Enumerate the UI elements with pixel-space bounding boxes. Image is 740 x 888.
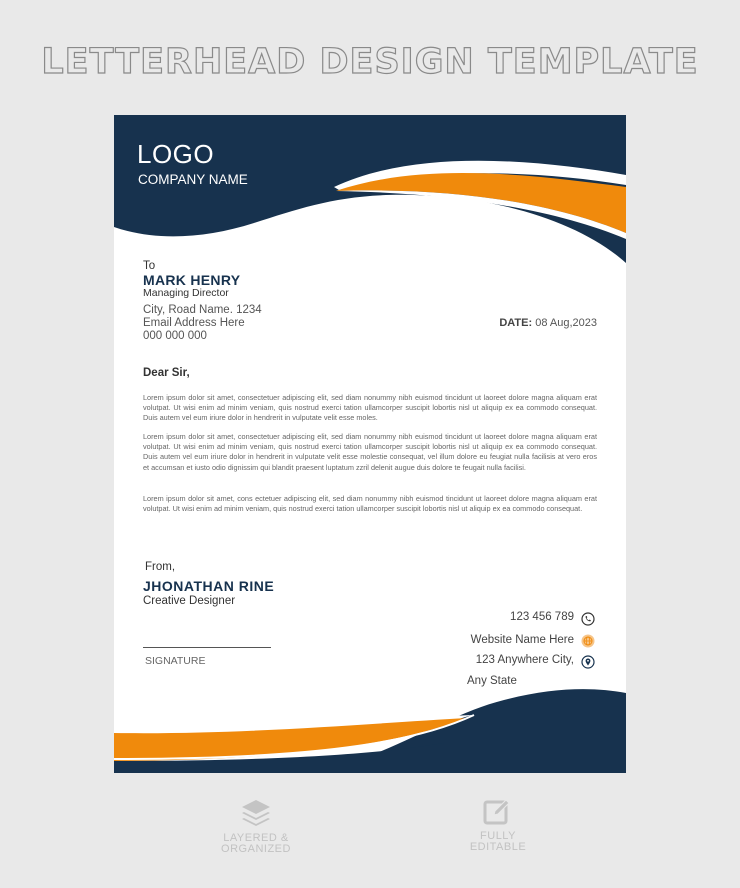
contact-website: Website Name Here	[470, 634, 574, 646]
sender-title: Creative Designer	[143, 595, 236, 607]
recipient-email: Email Address Here	[143, 317, 245, 329]
date-label: DATE:	[499, 317, 533, 329]
recipient-name: MARK HENRY	[143, 272, 241, 288]
signature-label: SIGNATURE	[145, 655, 206, 667]
recipient-phone: 000 000 000	[143, 330, 207, 342]
body-paragraph: Lorem ipsum dolor sit amet, consectetuer adipiscing elit, sed diam nonummy nibh euismod tincidunt ut laoreet dolore magna aliquam erat volutpat. Ut wisi enim ad minim veniam, quis nostrud exerci tation ullamcorper suscipit lobortis nisl ut aliquip ex ea commodo consequat. Duis autem vel eum iriure dolor in hendrerit in vulputate velit esse moles.	[143, 393, 597, 423]
feature-layered-line2: ORGANIZED	[221, 843, 291, 855]
location-pin-icon	[581, 655, 595, 669]
logo: LOGO	[137, 139, 215, 169]
phone-icon	[581, 612, 595, 626]
greeting: Dear Sir,	[143, 367, 190, 379]
contact-phone: 123 456 789	[510, 611, 574, 623]
body-paragraph: Lorem ipsum dolor sit amet, consectetuer adipiscing elit, sed diam nonummy nibh euismod tincidunt ut laoreet dolore magna aliquam erat volutpat. Ut wisi enim ad minim veniam, quis nostrud exerci tation ullamcorper suscipit lobortis nisl ut aliquip ex ea commodo consequat. Duis autem vel eum iriure dolor in hendrerit in vulputate velit esse molestie consequat, vel illum dolore eu feugiat nulla facilisis at vero eros et accumsan et iusto odio dignissim qui blandit praesent luptatum zzril delenit augue duis dolore te feugait nulla facilisi.	[143, 432, 597, 472]
signature-line	[143, 647, 271, 648]
date-value: 08 Aug,2023	[535, 317, 597, 329]
feature-editable-line1: FULLY	[480, 830, 516, 842]
sender-name: JHONATHAN RINE	[143, 578, 275, 594]
layers-icon	[239, 797, 273, 831]
letterhead-sheet	[114, 115, 626, 773]
globe-icon	[581, 634, 595, 648]
page-title: LETTERHEAD DESIGN TEMPLATE	[41, 42, 699, 82]
recipient-address-line: City, Road Name. 1234	[143, 304, 262, 316]
body-paragraph: Lorem ipsum dolor sit amet, cons ectetuer adipiscing elit, sed diam nonummy nibh euismod tincidunt ut laoreet dolore magna aliquam erat volutpat. Ut wisi enim ad minim veniam, quis nostrud exerci tation ullamcorper suscipit lobortis nisl ut aliquip ex ea commodo consequat.	[143, 494, 597, 514]
from-label: From,	[145, 561, 176, 573]
feature-editable-line2: EDITABLE	[469, 841, 527, 853]
recipient-title: Managing Director	[143, 287, 229, 299]
contact-address-line1: 123 Anywhere City,	[475, 654, 574, 666]
company-name: COMPANY NAME	[138, 172, 248, 187]
contact-address-line2: Any State	[467, 675, 517, 687]
date-line	[499, 317, 597, 329]
to-label: To	[143, 260, 156, 272]
edit-icon	[482, 797, 512, 827]
feature-layered-line1: LAYERED &	[223, 832, 289, 844]
